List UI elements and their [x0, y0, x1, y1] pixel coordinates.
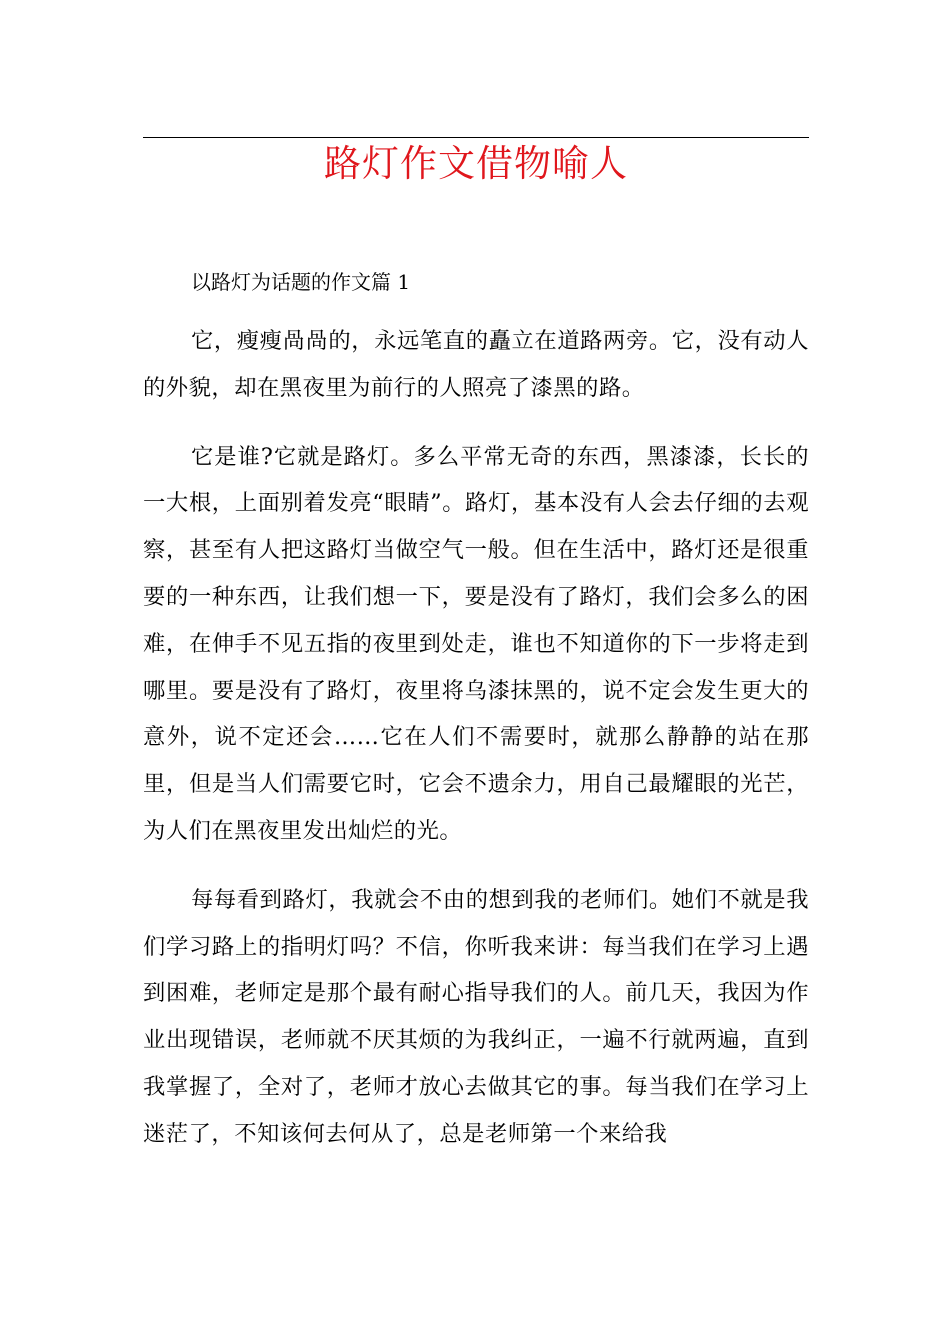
- document-body: [143, 260, 809, 1158]
- document-title: 路灯作文借物喻人: [324, 142, 628, 185]
- paragraph: 它，瘦瘦咼咼的，永远笔直的矗立在道路两旁。它，没有动人的外貌，却在黑夜里为前行的人照亮了漆黑的路。: [143, 328, 809, 401]
- paragraph: 每每看到路灯，我就会不由的想到我的老师们。她们不就是我们学习路上的指明灯吗？不信，你听我来讲：每当我们在学习上遇到困难，老师定是那个最有耐心指导我们的人。前几天，我因为作业出现错误，老师就不厌其烦的为我纠正，一遍不行就两遍，直到我掌握了，全对了，老师才放心去做其它的事。每当我们在学习上迷茫了，不知该何去何从了，总是老师第一个来给我: [143, 886, 809, 1147]
- header-rule: [143, 137, 809, 138]
- section-heading: 以路灯为话题的作文篇 1: [191, 270, 411, 294]
- paragraph: 它是谁?它就是路灯。多么平常无奇的东西，黑漆漆，长长的一大根，上面别着发亮“眼睛”。路灯，基本没有人会去仔细的去观察，甚至有人把这路灯当做空气一般。但在生活中，路灯还是很重要的一种东西，让我们想一下，要是没有了路灯，我们会多么的困难，在伸手不见五指的夜里到处走，谁也不知道你的下一步将走到哪里。要是没有了路灯，夜里将乌漆抹黑的，说不定会发生更大的意外，说不定还会……它在人们不需要时，就那么静静的站在那里，但是当人们需要它时，它会不遗余力，用自己最耀眼的光芒，为人们在黑夜里发出灿烂的光。: [143, 443, 809, 844]
